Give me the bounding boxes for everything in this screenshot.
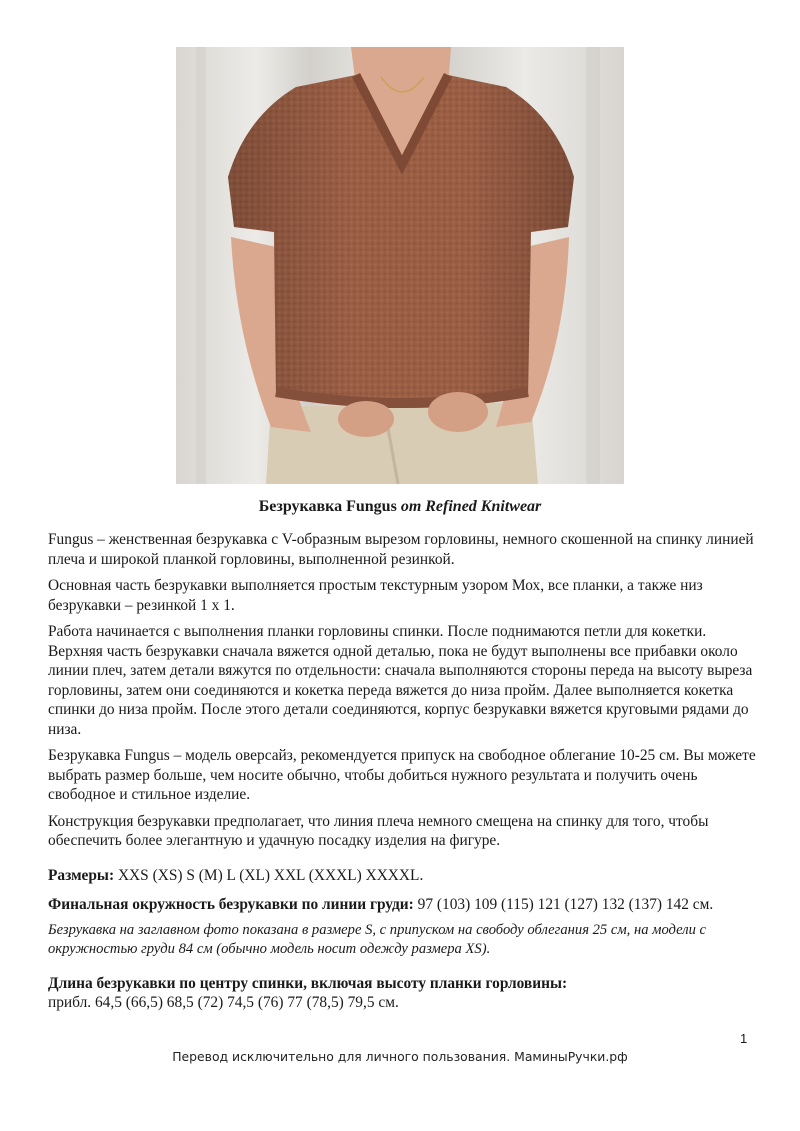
footer-note: Перевод исключительно для личного пользования. МаминыРучки.рф xyxy=(172,1049,628,1064)
paragraph: Безрукавка Fungus – модель оверсайз, рекомендуется припуск на свободное облегание 10-25 см. Вы можете выбрать размер больше, чем носите обычно, чтобы добиться нужного результата и получить очень свободное и стильное изделие. xyxy=(48,747,756,803)
sizes-line xyxy=(48,866,764,886)
trousers xyxy=(266,402,538,484)
cover-photo xyxy=(176,47,624,484)
paragraph: Работа начинается с выполнения планки горловины спинки. После поднимаются петли для кокетки. Верхняя часть безрукавки сначала вяжется одной деталью, пока не будут выполнены все прибавки около линии плеч, затем детали вяжутся по отдельности: сначала выполняются стороны переда на высоту выреза горловины, затем они соединяются и кокетка переда вяжется до низа пройм. Далее выполняется кокетка спинки до низа пройм. После этого детали соединяются, корпус безрукавки вяжется круговыми рядами до низа. xyxy=(48,623,753,738)
right-hand xyxy=(428,392,488,432)
sizes-label: Размеры: xyxy=(48,866,115,884)
vest-illustration xyxy=(176,47,624,484)
document-title xyxy=(0,498,800,516)
paragraph: Fungus – женственная безрукавка с V-образным вырезом горловины, немного скошенной на спинку линией плеча и широкой планкой горловины, выполненной резинкой. xyxy=(48,531,754,568)
page-number: 1 xyxy=(740,1031,748,1046)
title-author: от Refined Knitwear xyxy=(400,498,542,515)
length-line xyxy=(48,974,764,1013)
chest-line xyxy=(48,895,764,915)
length-value: прибл. 64,5 (66,5) 68,5 (72) 74,5 (76) 77 (78,5) 79,5 см. xyxy=(48,994,399,1011)
left-hand xyxy=(338,401,394,437)
chest-label: Финальная окружность безрукавки по линии груди: xyxy=(48,896,414,913)
paragraph: Конструкция безрукавки предполагает, что линия плеча немного смещена на спинку для того, чтобы обеспечить более элегантную и удачную посадку изделия на фигуре. xyxy=(48,812,709,849)
photo-note: Безрукавка на заглавном фото показана в размере S, с припуском на свободу облегания 25 см, на модели с окружностью груди 84 см (обычно модель носит одежду размера XS). xyxy=(48,921,707,957)
chest-value: 97 (103) 109 (115) 121 (127) 132 (137) 142 см. xyxy=(413,896,714,913)
length-label: Длина безрукавки по центру спинки, включая высоту планки горловины: xyxy=(48,974,568,992)
description xyxy=(48,530,764,1013)
sizes-value: XXS (XS) S (M) L (XL) XXL (XXXL) XXXXL. xyxy=(114,866,424,884)
paragraph: Основная часть безрукавки выполняется простым текстурным узором Мох, все планки, а также низ безрукавки – резинкой 1 х 1. xyxy=(48,577,703,614)
title-main: Безрукавка Fungus xyxy=(258,498,401,515)
